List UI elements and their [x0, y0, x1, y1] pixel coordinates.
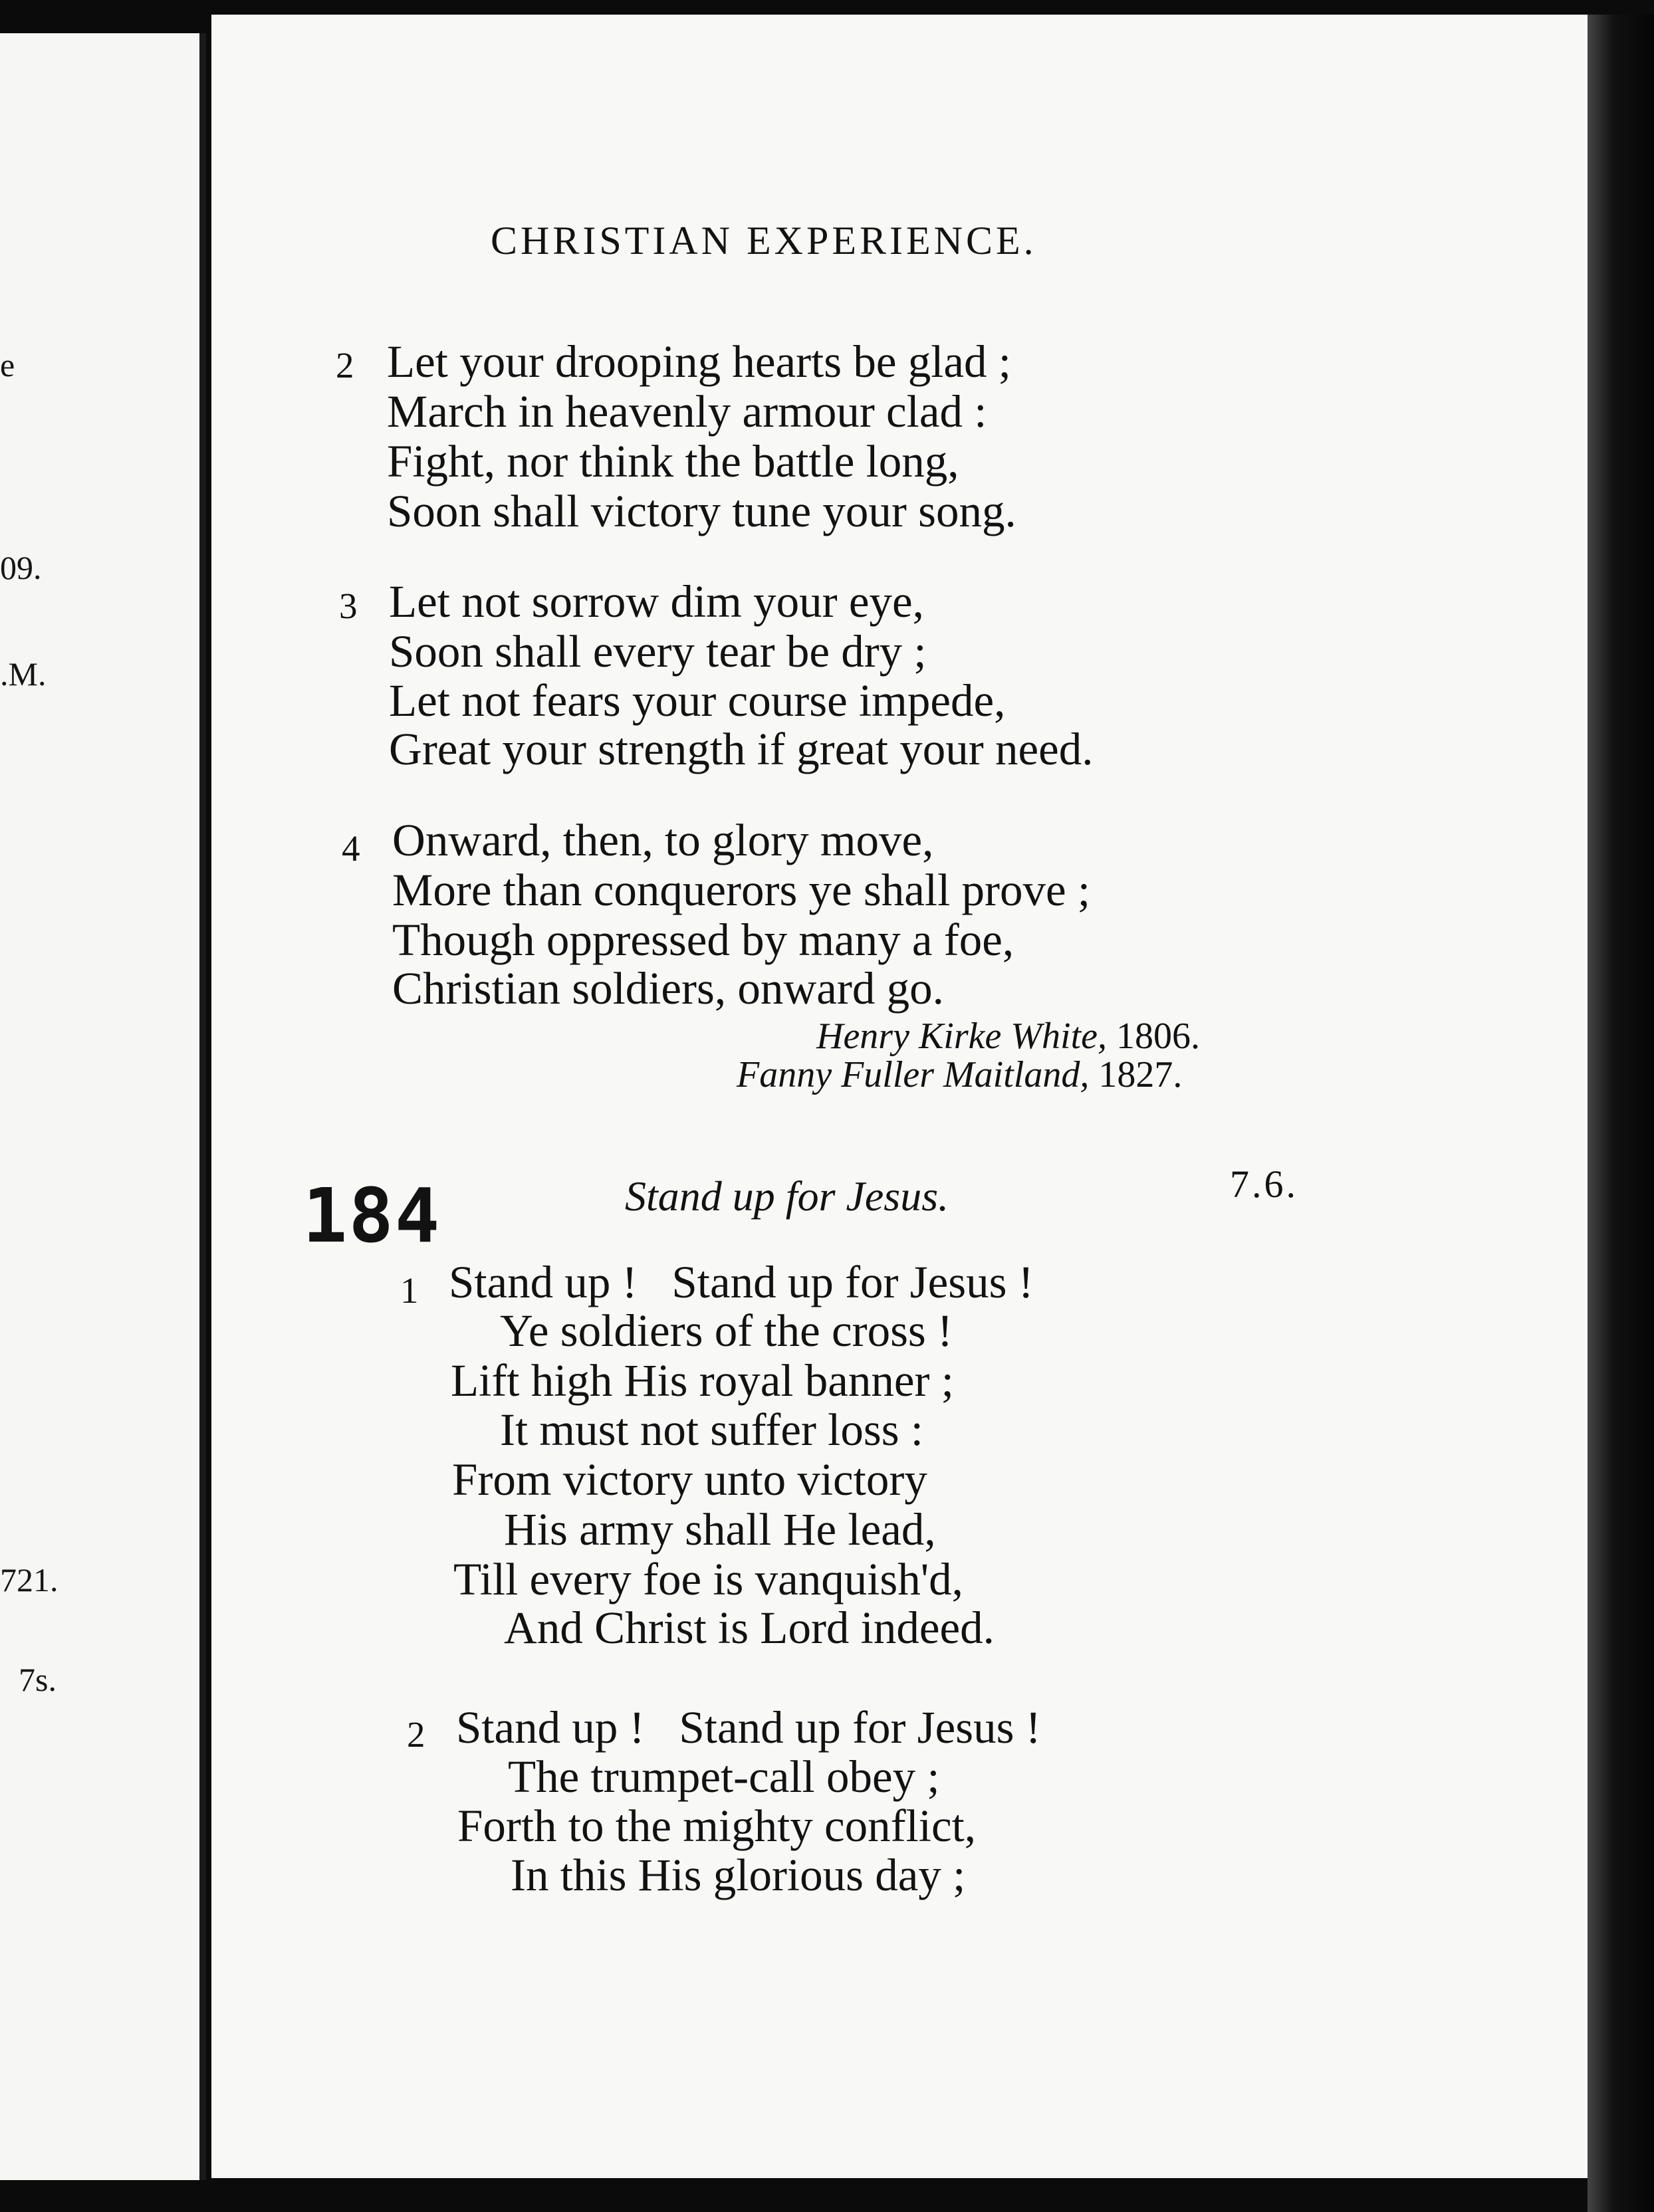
verse-line: It must not suffer loss : — [500, 1404, 923, 1455]
author-name: Henry Kirke White, — [816, 1016, 1107, 1057]
verse-line: In this His glorious day ; — [511, 1850, 966, 1900]
verse-line: Forth to the mighty conflict, — [457, 1801, 976, 1851]
verse-line: Lift high His royal banner ; — [451, 1355, 954, 1406]
verse-line: From victory unto victory — [452, 1454, 927, 1505]
hymn-number: 184 — [302, 1173, 441, 1260]
verse-line: Stand up ! Stand up for Jesus ! — [449, 1257, 1034, 1307]
verse-line: Soon shall victory tune your song. — [387, 486, 1016, 536]
author-name: Fanny Fuller Maitland, — [737, 1054, 1090, 1095]
left-margin-fragment: .M. — [0, 655, 47, 693]
verse-number: 2 — [407, 1714, 425, 1755]
verse-line: Let not fears your course impede, — [389, 675, 1006, 726]
verse-line: And Christ is Lord indeed. — [504, 1603, 995, 1653]
left-margin-fragment: e — [0, 346, 15, 384]
verse-line: Onward, then, to glory move, — [392, 815, 934, 865]
verse-line: Let your drooping hearts be glad ; — [387, 336, 1011, 387]
verse-number: 4 — [342, 828, 360, 869]
verse-line: Christian soldiers, onward go. — [392, 963, 944, 1014]
verse-line: The trumpet-call obey ; — [508, 1751, 940, 1802]
verse-line: March in heavenly armour clad : — [387, 386, 987, 437]
verse-line: Stand up ! Stand up for Jesus ! — [456, 1702, 1041, 1753]
hymn-meter: 7.6. — [1230, 1162, 1298, 1206]
verse-line: His army shall He lead, — [504, 1504, 936, 1555]
left-page-edge — [0, 33, 206, 2180]
left-margin-fragment: 09. — [0, 549, 42, 586]
author-attribution — [816, 1015, 1200, 1057]
left-margin-fragment: 721. — [0, 1561, 59, 1599]
verse-number: 2 — [336, 345, 354, 386]
left-margin-fragment: 7s. — [19, 1661, 57, 1698]
verse-line: Great your strength if great your need. — [389, 724, 1094, 774]
verse-line: Though oppressed by many a foe, — [392, 915, 1014, 965]
verse-line: Let not sorrow dim your eye, — [389, 576, 924, 627]
verse-line: Fight, nor think the battle long, — [387, 436, 959, 487]
hymn-title: Stand up for Jesus. — [625, 1172, 949, 1220]
verse-number: 3 — [339, 586, 358, 626]
author-attribution — [737, 1053, 1182, 1096]
running-header: CHRISTIAN EXPERIENCE. — [491, 219, 1037, 263]
author-year: 1806. — [1116, 1016, 1200, 1057]
verse-line: More than conquerors ye shall prove ; — [392, 865, 1091, 915]
verse-number: 1 — [400, 1270, 419, 1311]
verse-line: Ye soldiers of the cross ! — [500, 1305, 953, 1356]
verse-line: Till every foe is vanquish'd, — [453, 1554, 963, 1604]
author-year: 1827. — [1098, 1054, 1183, 1095]
page-edge-shadow — [1588, 15, 1654, 2212]
verse-line: Soon shall every tear be dry ; — [389, 626, 927, 677]
